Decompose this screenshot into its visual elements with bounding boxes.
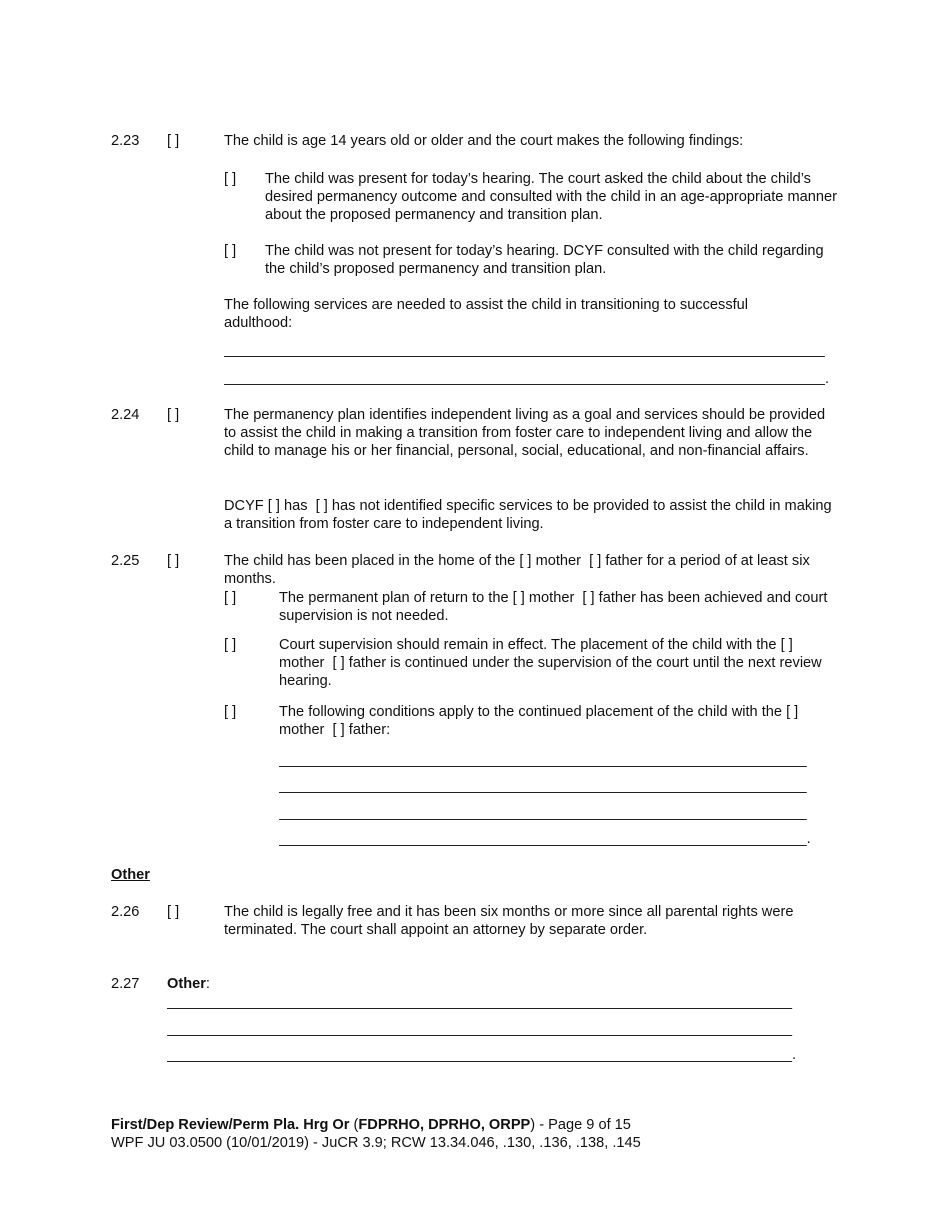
opt3-text-a: The following conditions apply to the continued placement of the child with the: [279, 704, 782, 720]
conditions-blank-line-3[interactable]: _________________________________________________________________: [279, 805, 807, 821]
section-2-26-text: The child is legally free and it has been six months or more since all parental rights were terminated. The court shall appoint an attorney by separate order.: [224, 904, 794, 938]
other-blank-line-1[interactable]: _____________________________________________________________________________: [167, 994, 792, 1010]
section-2-23-opt1-checkbox[interactable]: [ ]: [224, 171, 237, 187]
other-colon: :: [205, 976, 210, 992]
dcyf-has-label: has: [284, 498, 308, 514]
opt2-text-a: Court supervision should remain in effect. The placement of the child with the: [279, 637, 777, 653]
opt1-father-checkbox[interactable]: [ ]: [582, 590, 595, 606]
section-2-23-number: 2.23: [111, 133, 140, 149]
section-2-25-checkbox[interactable]: [ ]: [167, 553, 180, 569]
services-blank-line-1[interactable]: [224, 356, 825, 357]
opt3-father-checkbox[interactable]: [ ]: [332, 722, 345, 738]
section-2-23-opt2-text: The child was not present for today’s hearing. DCYF consulted with the child regarding the child’s proposed permanency and transition plan.: [265, 243, 824, 277]
section-2-24-dcyf-text: [224, 497, 834, 533]
section-2-27-number: 2.27: [111, 976, 140, 992]
dcyf-label: DCYF: [224, 498, 264, 514]
conditions-blank-line-4[interactable]: _________________________________________________________________.: [279, 831, 811, 847]
other-blank-line-2[interactable]: _____________________________________________________________________________: [167, 1021, 792, 1037]
section-2-24-checkbox[interactable]: [ ]: [167, 407, 180, 423]
other-heading: Other: [111, 867, 150, 883]
placed-mother-checkbox[interactable]: [ ]: [519, 553, 532, 569]
footer-paren-open: (: [353, 1117, 359, 1133]
opt1-text-c: father has been achieved and court supervision is not needed.: [279, 590, 828, 624]
opt2-mother-checkbox[interactable]: [ ]: [780, 637, 793, 653]
section-2-23-services-text: The following services are needed to assist the child in transitioning to successful adulthood:: [224, 297, 749, 331]
opt2-text-c: father is continued under the supervision of the court until the next review hearing.: [279, 655, 822, 689]
opt1-mother-checkbox[interactable]: [ ]: [512, 590, 525, 606]
opt2-mother-label: mother: [279, 655, 325, 671]
section-2-25-opt3-checkbox[interactable]: [ ]: [224, 704, 237, 720]
other-label: Other: [167, 976, 206, 992]
dcyf-has-checkbox[interactable]: [ ]: [267, 498, 280, 514]
section-2-24-number: 2.24: [111, 407, 140, 423]
section-2-27-label: [167, 975, 210, 993]
section-2-26-number: 2.26: [111, 904, 140, 920]
conditions-blank-line-2[interactable]: _________________________________________________________________: [279, 778, 807, 794]
placed-father-checkbox[interactable]: [ ]: [589, 553, 602, 569]
conditions-blank-line-1[interactable]: _________________________________________________________________: [279, 752, 807, 768]
footer-title: [111, 1116, 631, 1134]
section-2-25-text: [224, 552, 844, 588]
footer-paren-close: ): [530, 1117, 536, 1133]
opt3-text-c: father:: [348, 722, 391, 738]
services-period: .: [825, 371, 830, 387]
section-2-25-text-c: father for a period of at least six months.: [224, 553, 810, 587]
section-2-25-opt1-text: [279, 589, 844, 625]
opt3-mother-label: mother: [279, 722, 325, 738]
section-2-25-number: 2.25: [111, 553, 140, 569]
section-2-25-text-a: The child has been placed in the home of the: [224, 553, 516, 569]
section-2-26-checkbox[interactable]: [ ]: [167, 904, 180, 920]
section-2-25-opt2-checkbox[interactable]: [ ]: [224, 637, 237, 653]
footer-page-number: - Page 9 of 15: [539, 1117, 631, 1133]
section-2-23-opt1-text: The child was present for today’s hearing. The court asked the child about the child’s desired permanency outcome and consulted with the child in an age-appropriate manner about the proposed permanency and transition plan.: [265, 171, 837, 223]
section-2-23-opt2-checkbox[interactable]: [ ]: [224, 243, 237, 259]
footer-codes: FDPRHO, DPRHO, ORPP: [358, 1117, 531, 1133]
services-blank-line-2[interactable]: [224, 384, 825, 385]
section-2-25-opt1-checkbox[interactable]: [ ]: [224, 590, 237, 606]
section-2-25-opt2-text: [279, 636, 844, 690]
section-2-23-checkbox[interactable]: [ ]: [167, 133, 180, 149]
section-2-24-text: The permanency plan identifies independent living as a goal and services should be provided to assist the child in making a transition from foster care to independent living and allow the child to manage his or her financial, personal, social, educational, and non-financial affairs.: [224, 407, 826, 459]
dcyf-has-not-checkbox[interactable]: [ ]: [315, 498, 328, 514]
footer-title-text: First/Dep Review/Perm Pla. Hrg Or: [111, 1117, 350, 1133]
opt3-mother-checkbox[interactable]: [ ]: [786, 704, 799, 720]
section-2-23-text: The child is age 14 years old or older and the court makes the following findings:: [224, 133, 744, 149]
placed-mother-label: mother: [535, 553, 581, 569]
section-2-25-opt3-text: [279, 703, 824, 739]
opt2-father-checkbox[interactable]: [ ]: [332, 655, 345, 671]
footer-form-reference: WPF JU 03.0500 (10/01/2019) - JuCR 3.9; RCW 13.34.046, .130, .136, .138, .145: [111, 1135, 641, 1151]
opt1-text-a: The permanent plan of return to the: [279, 590, 509, 606]
opt1-mother-label: mother: [528, 590, 575, 606]
other-blank-line-3[interactable]: _____________________________________________________________________________.: [167, 1047, 797, 1063]
dcyf-has-not-text: has not identified specific services to be provided to assist the child in making a transition from foster care to independent living.: [224, 498, 832, 532]
